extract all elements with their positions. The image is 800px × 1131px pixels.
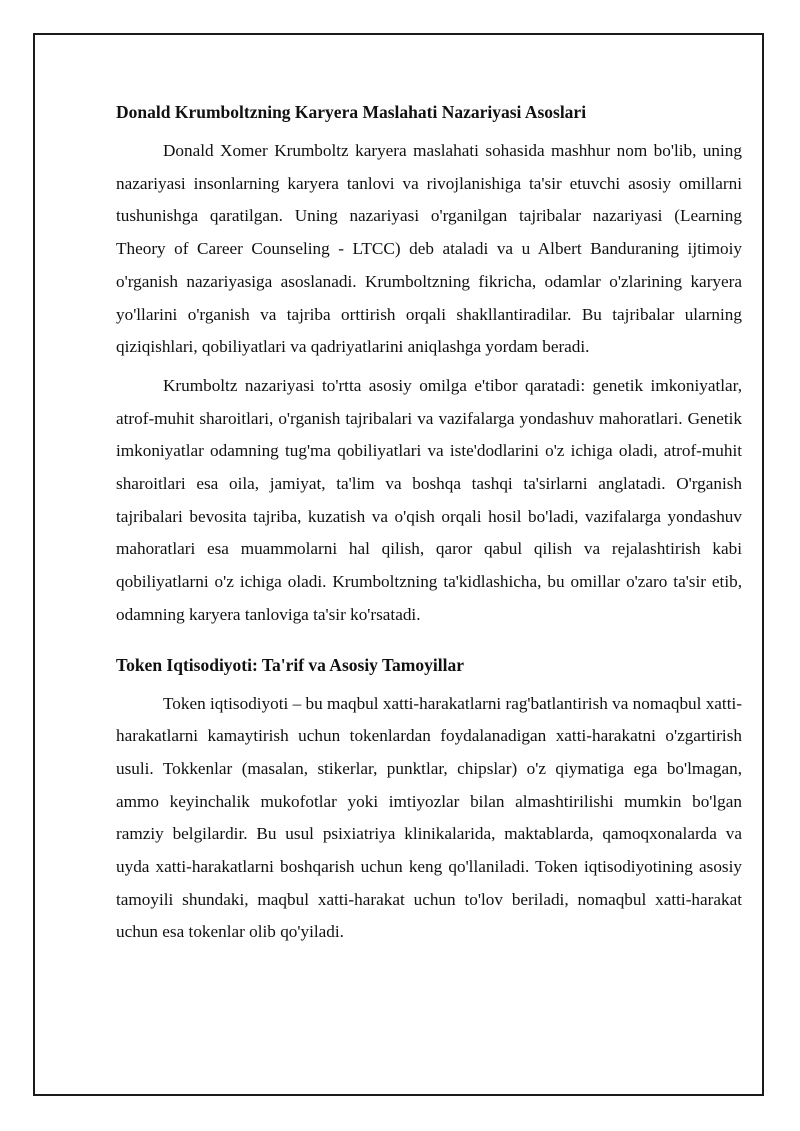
document-body bbox=[116, 97, 742, 955]
paragraph-krumboltz-factors: Krumboltz nazariyasi to'rtta asosiy omilga e'tibor qaratadi: genetik imkoniyatlar, atrof-muhit sharoitlari, o'rganish tajribalari va vazifalarga yondashuv mahoratlari. Genetik imkoniyatlar odamning tug'ma qobiliyatlari va iste'dodlarini o'z ichiga oladi, atrof-muhit sharoitlari esa oila, jamiyat, ta'lim va boshqa tashqi ta'sirlarni anglatadi. O'rganish tajribalari bevosita tajriba, kuzatish va o'qish orqali hosil bo'ladi, vazifalarga yondashuv mahoratlari esa muammolarni hal qilish, qaror qabul qilish va rejalashtirish kabi qobiliyatlarni o'z ichiga oladi. Krumboltzning ta'kidlashicha, bu omillar o'zaro ta'sir etib, odamning karyera tanloviga ta'sir ko'rsatadi. bbox=[116, 375, 742, 624]
section-heading-token-economy: Token Iqtisodiyoti: Ta'rif va Asosiy Tamoyillar bbox=[116, 654, 464, 675]
paragraph-krumboltz-intro: Donald Xomer Krumboltz karyera maslahati sohasida mashhur nom bo'lib, uning nazariyasi insonlarning karyera tanlovi va rivojlanishiga ta'sir etuvchi asosiy omillarni tushunishga qaratilgan. Uning nazariyasi o'rganilgan tajribalar nazariyasi (Learning Theory of Career Counseling - LTCC) deb ataladi va u Albert Banduraning ijtimoiy o'rganish nazariyasiga asoslanadi. Krumboltzning fikricha, odamlar o'zlarining karyera yo'llarini o'rganish va tajriba orttirish orqali shakllantiradilar. Bu tajribalar ularning qiziqishlari, qobiliyatlari va qadriyatlarini aniqlashga yordam beradi. bbox=[116, 141, 742, 357]
section-heading-krumboltz: Donald Krumboltzning Karyera Maslahati Nazariyasi Asoslari bbox=[116, 102, 587, 122]
paragraph-token-economy: Token iqtisodiyoti – bu maqbul xatti-harakatlarni rag'batlantirish va nomaqbul xatti-harakatlarni kamaytirish uchun tokenlardan foydalanadigan xatti-harakatni o'zgartirish usuli. Tokkenlar (masalan, stikerlar, punktlar, chipslar) o'z qiymatiga ega bo'lmagan, ammo keyinchalik mukofotlar yoki imtiyozlar bilan almashtirilishi mumkin bo'lgan ramziy belgilardir. Bu usul psixiatriya klinikalarida, maktablarda, qamoqxonalarda va uyda xatti-harakatlarni boshqarish uchun keng qo'llaniladi. Token iqtisodiyotining asosiy tamoyili shundaki, maqbul xatti-harakat uchun to'lov beriladi, nomaqbul xatti-harakat uchun esa tokenlar olib qo'yiladi. bbox=[116, 693, 742, 942]
